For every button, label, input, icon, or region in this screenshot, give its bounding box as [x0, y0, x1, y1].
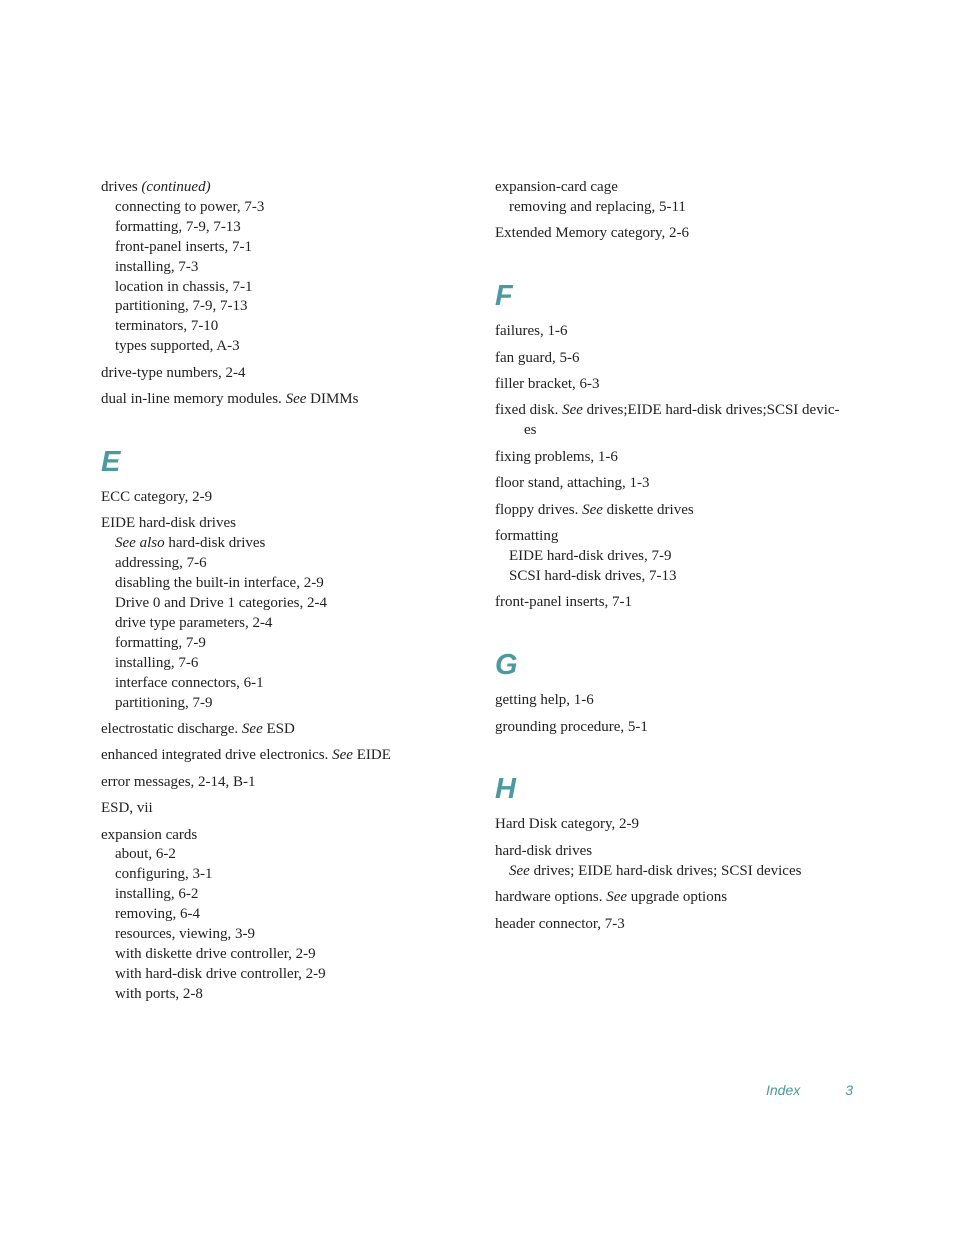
index-entry-esd [101, 799, 461, 819]
subentry: configuring, 3-1 [115, 866, 213, 883]
entry-term: EIDE hard-disk drives [101, 515, 236, 532]
entry-term-text: drives [101, 179, 138, 195]
index-entry-hardware-options [495, 888, 860, 908]
section-letter-h-block [495, 773, 860, 805]
index-entry-floppy [495, 501, 860, 521]
subentry: partitioning, 7-9 [115, 694, 213, 711]
entry-term: failures, 1-6 [495, 323, 568, 340]
section-letter-f-block [495, 280, 860, 312]
entry-term: formatting [495, 527, 559, 544]
index-entry-fixing-problems [495, 448, 860, 468]
entry-term: ECC category, 2-9 [101, 488, 213, 505]
entry-term: floor stand, attaching, 1-3 [495, 475, 650, 492]
see-reference: upgrade options [630, 889, 728, 906]
entry-term-text: dual in-line memory modules. [101, 391, 282, 408]
entry-term [495, 888, 860, 908]
index-entry-electrostatic [101, 720, 461, 740]
subentry: front-panel inserts, 7-1 [115, 238, 253, 255]
see-also-label: See also [115, 535, 165, 552]
index-entry-expansion-cards [101, 826, 461, 1005]
index-entry-floor-stand [495, 474, 860, 494]
subentry: installing, 7-3 [115, 258, 199, 275]
see-label: See [241, 720, 263, 737]
subentry: formatting, 7-9, 7-13 [115, 218, 241, 235]
subentry: removing and replacing, 5-11 [509, 198, 686, 215]
subentry: interface connectors, 6-1 [115, 674, 264, 691]
entry-term: filler bracket, 6-3 [495, 376, 600, 393]
index-entry-fixed-disk [495, 401, 860, 441]
index-entry-enhanced [101, 746, 461, 766]
index-entry-getting-help [495, 691, 860, 711]
index-entry-grounding [495, 718, 860, 738]
entry-term: hard-disk drives [495, 842, 593, 859]
subentry: with ports, 2-8 [115, 985, 203, 1002]
index-entry-formatting [495, 527, 860, 587]
subentry: installing, 7-6 [115, 654, 199, 671]
see-reference: ESD [266, 720, 295, 737]
section-letter-e-block [101, 446, 461, 478]
see-label: See [606, 889, 628, 906]
index-entry-error-messages [101, 773, 461, 793]
see-line [495, 862, 860, 882]
index-entry-drives [101, 178, 461, 357]
see-reference: drives; EIDE hard-disk drives; SCSI devices [533, 862, 802, 879]
index-entry-fan-guard [495, 349, 860, 369]
index-entry-dimm [101, 390, 461, 410]
index-entry-hard-disk-category [495, 815, 860, 835]
subentry: removing, 6-4 [115, 906, 200, 923]
index-entry-expansion-cage [495, 178, 860, 218]
index-entry-eide [101, 514, 461, 713]
entry-term: front-panel inserts, 7-1 [495, 594, 633, 611]
entry-term-text: electrostatic discharge. [101, 720, 239, 737]
see-reference: diskette drives [606, 501, 694, 518]
entry-term: expansion-card cage [495, 179, 618, 195]
section-letter: H [495, 773, 516, 806]
subentry: formatting, 7-9 [115, 634, 206, 651]
index-entry-ecc [101, 488, 461, 508]
entry-term: Extended Memory category, 2-6 [495, 225, 689, 242]
index-entry-failures [495, 322, 860, 342]
subentry: resources, viewing, 3-9 [115, 926, 255, 943]
subentry: EIDE hard-disk drives, 7-9 [509, 547, 672, 564]
entry-term: header connector, 7-3 [495, 915, 625, 932]
subentry: drive type parameters, 2-4 [115, 614, 273, 631]
subentry: about, 6-2 [115, 846, 176, 863]
entry-term: fixing problems, 1-6 [495, 448, 618, 465]
entry-term-text: hardware options. [495, 889, 603, 906]
section-letter-g-block [495, 649, 860, 681]
see-reference: DIMMs [310, 391, 359, 408]
see-reference: hard-disk drives [168, 535, 266, 552]
see-label: See [562, 402, 583, 419]
entry-term: getting help, 1-6 [495, 692, 594, 709]
see-also-line [101, 534, 461, 554]
entry-term: grounding procedure, 5-1 [495, 718, 648, 735]
subentry: partitioning, 7-9, 7-13 [115, 298, 248, 315]
section-letter: F [495, 280, 513, 313]
page-number: 3 [845, 1082, 853, 1098]
entry-term: ESD, vii [101, 800, 153, 817]
index-entry-extended-memory [495, 224, 860, 244]
entry-term [101, 720, 461, 740]
index-column-right [495, 178, 860, 941]
subentry: location in chassis, 7-1 [115, 278, 253, 295]
index-entry-hard-disk-drives [495, 842, 860, 882]
subentry: with diskette drive controller, 2-9 [115, 946, 316, 962]
entry-term [101, 746, 461, 766]
entry-term: Hard Disk category, 2-9 [495, 816, 639, 833]
index-entry-filler-bracket [495, 375, 860, 395]
subentry: connecting to power, 7-3 [115, 198, 265, 215]
subentry: disabling the built-in interface, 2-9 [115, 575, 324, 592]
index-entry-drive-type [101, 364, 461, 384]
subentry: SCSI hard-disk drives, 7-13 [509, 567, 677, 584]
entry-term: drive-type numbers, 2-4 [101, 364, 246, 381]
entry-qualifier: (continued) [141, 179, 211, 195]
subentry: with hard-disk drive controller, 2-9 [115, 965, 326, 982]
subentry: types supported, A-3 [115, 338, 240, 355]
entry-term: fan guard, 5-6 [495, 349, 580, 366]
see-label: See [332, 747, 353, 764]
section-letter: G [495, 649, 518, 682]
entry-term-text: floppy drives. [495, 501, 579, 518]
see-reference-continuation: es [524, 422, 537, 439]
entry-term [495, 401, 860, 421]
index-entry-front-panel [495, 593, 860, 613]
subentry: addressing, 7-6 [115, 555, 207, 572]
see-reference: EIDE [356, 747, 391, 764]
entry-term [495, 501, 860, 521]
see-reference: drives;EIDE hard-disk drives;SCSI devic- [586, 402, 840, 419]
entry-term: error messages, 2-14, B-1 [101, 773, 256, 790]
see-label: See [509, 862, 530, 879]
index-column-left [101, 178, 461, 1011]
entry-term-text: fixed disk. [495, 402, 559, 419]
section-letter: E [101, 445, 121, 478]
subentry: Drive 0 and Drive 1 categories, 2-4 [115, 595, 328, 611]
entry-term: expansion cards [101, 826, 198, 843]
index-entry-header-connector [495, 915, 860, 935]
entry-term-text: enhanced integrated drive electronics. [101, 747, 329, 764]
entry-term [101, 390, 461, 410]
see-label: See [582, 501, 603, 518]
subentry: installing, 6-2 [115, 886, 199, 903]
see-label: See [285, 391, 307, 408]
entry-term [101, 178, 461, 198]
subentry: terminators, 7-10 [115, 318, 219, 335]
footer-section-label: Index [766, 1082, 801, 1098]
